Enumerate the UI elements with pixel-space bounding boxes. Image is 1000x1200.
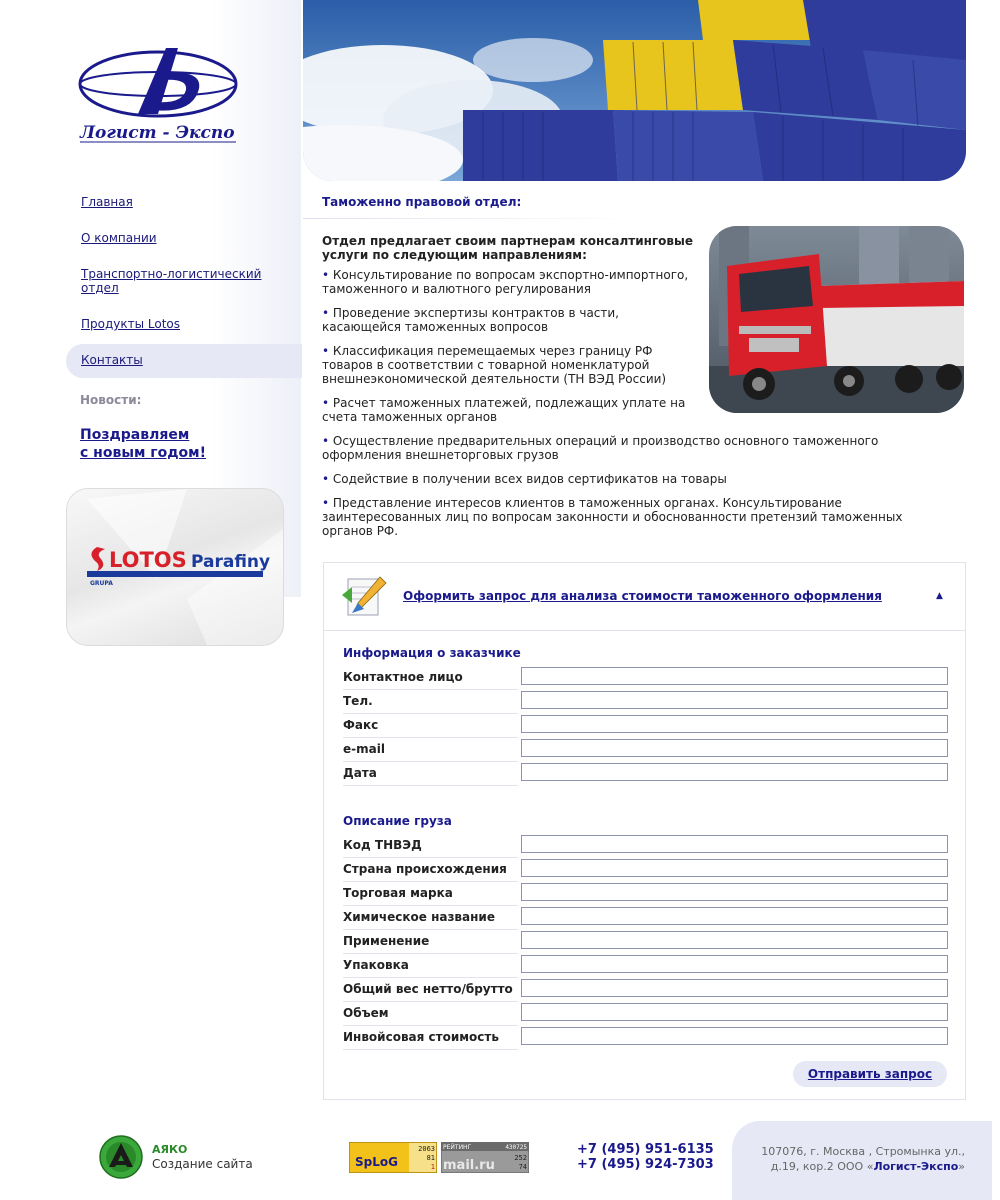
email-input[interactable] — [521, 739, 948, 757]
ayako-logo-icon[interactable] — [99, 1135, 143, 1179]
nav-item-lotos[interactable] — [81, 317, 281, 331]
form-row-packaging — [343, 953, 947, 977]
contact-person-input[interactable] — [521, 667, 948, 685]
field-label: Код ТНВЭД — [343, 838, 518, 858]
address-line-1: 107076, г. Москва , Стромынка ул., — [761, 1145, 965, 1158]
field-label: Химическое название — [343, 910, 518, 930]
form-row-email — [343, 737, 947, 761]
nav-link-contacts[interactable]: Контакты — [81, 353, 143, 367]
splog-counter[interactable] — [349, 1142, 437, 1173]
origin-country-input[interactable] — [521, 859, 948, 877]
services-intro: Отдел предлагает своим партнерам консалтинговые услуги по следующим направлениям: — [322, 234, 694, 262]
form-row-volume — [343, 1001, 947, 1025]
customer-info-heading: Информация о заказчике — [343, 646, 521, 660]
collapse-arrow-icon[interactable]: ▲ — [936, 591, 943, 601]
nav-item-logistics[interactable] — [81, 267, 276, 295]
form-row-usage — [343, 929, 947, 953]
nav-item-home[interactable] — [81, 195, 281, 209]
form-row-date — [343, 761, 947, 785]
field-label: Факс — [343, 718, 518, 738]
svg-text:Parafiny: Parafiny — [191, 552, 271, 572]
usage-input[interactable] — [521, 931, 948, 949]
form-row-fax — [343, 713, 947, 737]
service-item: • Представление интересов клиентов в таможенных органах. Консультирование заинтересованных лиц по вопросам законности и обоснованности претензий таможенных органов РФ. — [322, 496, 903, 538]
form-title[interactable]: Оформить запрос для анализа стоимости таможенного оформления — [403, 589, 882, 603]
form-row-contact — [343, 665, 947, 689]
chemical-name-input[interactable] — [521, 907, 948, 925]
news-label: Новости: — [80, 393, 142, 407]
logist-expo-logo[interactable] — [78, 40, 240, 144]
form-header[interactable] — [324, 563, 965, 631]
field-label: Дата — [343, 766, 518, 786]
form-row-brand — [343, 881, 947, 905]
news-link[interactable] — [80, 426, 206, 462]
form-row-chemical — [343, 905, 947, 929]
form-row-tnved — [343, 833, 947, 857]
counter-value: 1 — [430, 1163, 435, 1171]
fax-input[interactable] — [521, 715, 948, 733]
submit-request-button[interactable]: Отправить запрос — [793, 1061, 947, 1087]
nav-link-logistics[interactable]: Транспортно-логистический отдел — [81, 267, 262, 295]
address-line-2: д.19, кор.2 ООО «Логист-Экспо» — [770, 1160, 965, 1173]
company-address — [740, 1144, 965, 1174]
nav-item-about[interactable] — [81, 231, 281, 245]
news-link-line1[interactable]: Поздравляем — [80, 427, 190, 443]
phone-2: +7 (495) 924-7303 — [577, 1157, 714, 1172]
contact-phones — [577, 1142, 714, 1172]
form-row-origin — [343, 857, 947, 881]
mailru-counter[interactable] — [441, 1142, 529, 1173]
counter-value: 252 — [514, 1154, 527, 1162]
nav-item-contacts[interactable] — [81, 353, 281, 367]
trademark-input[interactable] — [521, 883, 948, 901]
volume-input[interactable] — [521, 1003, 948, 1021]
field-label: Тел. — [343, 694, 518, 714]
header-containers-photo — [303, 0, 966, 181]
lotos-logo — [67, 489, 283, 645]
counter-value: 81 — [426, 1154, 435, 1162]
field-label: Торговая марка — [343, 886, 518, 906]
counter-value: 74 — [518, 1163, 527, 1171]
date-input[interactable] — [521, 763, 948, 781]
nav-link-about[interactable]: О компании — [81, 231, 157, 245]
field-label: e-mail — [343, 742, 518, 762]
ayako-caption[interactable]: Создание сайта — [152, 1157, 253, 1171]
field-label: Страна происхождения — [343, 862, 518, 882]
phone-input[interactable] — [521, 691, 948, 709]
form-row-weight — [343, 977, 947, 1001]
svg-text:GRUPA: GRUPA — [90, 580, 113, 587]
splog-brand: SpLoG — [355, 1155, 398, 1169]
mailru-title: РЕЙТИНГ — [443, 1144, 472, 1151]
packaging-input[interactable] — [521, 955, 948, 973]
page-title: Таможенно правовой отдел: — [322, 195, 522, 209]
lotos-banner[interactable] — [66, 488, 284, 646]
field-label: Общий вес нетто/брутто — [343, 982, 518, 1002]
edit-document-icon — [342, 573, 388, 619]
tnved-code-input[interactable] — [521, 835, 948, 853]
field-label: Объем — [343, 1006, 518, 1026]
phone-1: +7 (495) 951-6135 — [577, 1142, 714, 1157]
ayako-name[interactable]: АЯКО — [152, 1143, 188, 1156]
mailru-brand: mail.ru — [443, 1158, 495, 1173]
service-item: • Содействие в получении всех видов сертификатов на товары — [322, 472, 727, 486]
form-row-invoice — [343, 1025, 947, 1049]
field-label: Контактное лицо — [343, 670, 518, 690]
svg-text:LOTOS: LOTOS — [109, 548, 187, 572]
service-item: • Консультирование по вопросам экспортно-импортного, таможенного и валютного регулирования — [322, 268, 689, 296]
customs-request-form — [323, 562, 966, 1100]
form-row-phone — [343, 689, 947, 713]
service-item: • Расчет таможенных платежей, подлежащих уплате на счета таможенных органов — [322, 396, 686, 424]
cargo-info-heading: Описание груза — [343, 814, 452, 828]
field-label: Упаковка — [343, 958, 518, 978]
title-divider — [303, 218, 643, 219]
services-content — [322, 234, 922, 548]
news-link-line2[interactable]: с новым годом! — [80, 445, 206, 461]
field-label: Инвойсовая стоимость — [343, 1030, 518, 1050]
weight-input[interactable] — [521, 979, 948, 997]
nav-link-lotos[interactable]: Продукты Lotos — [81, 317, 181, 331]
service-item: • Осуществление предварительных операций и производство основного таможенного оформления внешнеторговых грузов — [322, 434, 879, 462]
counter-value: 430725 — [505, 1144, 527, 1151]
service-item: • Классификация перемещаемых через границу РФ товаров в соответствии с товарной номенклатурой внешнеэкономической деятельности (ТН ВЭД России) — [322, 344, 667, 386]
service-item: • Проведение экспертизы контрактов в части, касающейся таможенных вопросов — [322, 306, 619, 334]
nav-link-home[interactable]: Главная — [81, 195, 133, 209]
invoice-value-input[interactable] — [521, 1027, 948, 1045]
svg-text:Логист - Экспо: Логист - Экспо — [80, 123, 235, 143]
counter-value: 2063 — [418, 1145, 435, 1153]
field-label: Применение — [343, 934, 518, 954]
